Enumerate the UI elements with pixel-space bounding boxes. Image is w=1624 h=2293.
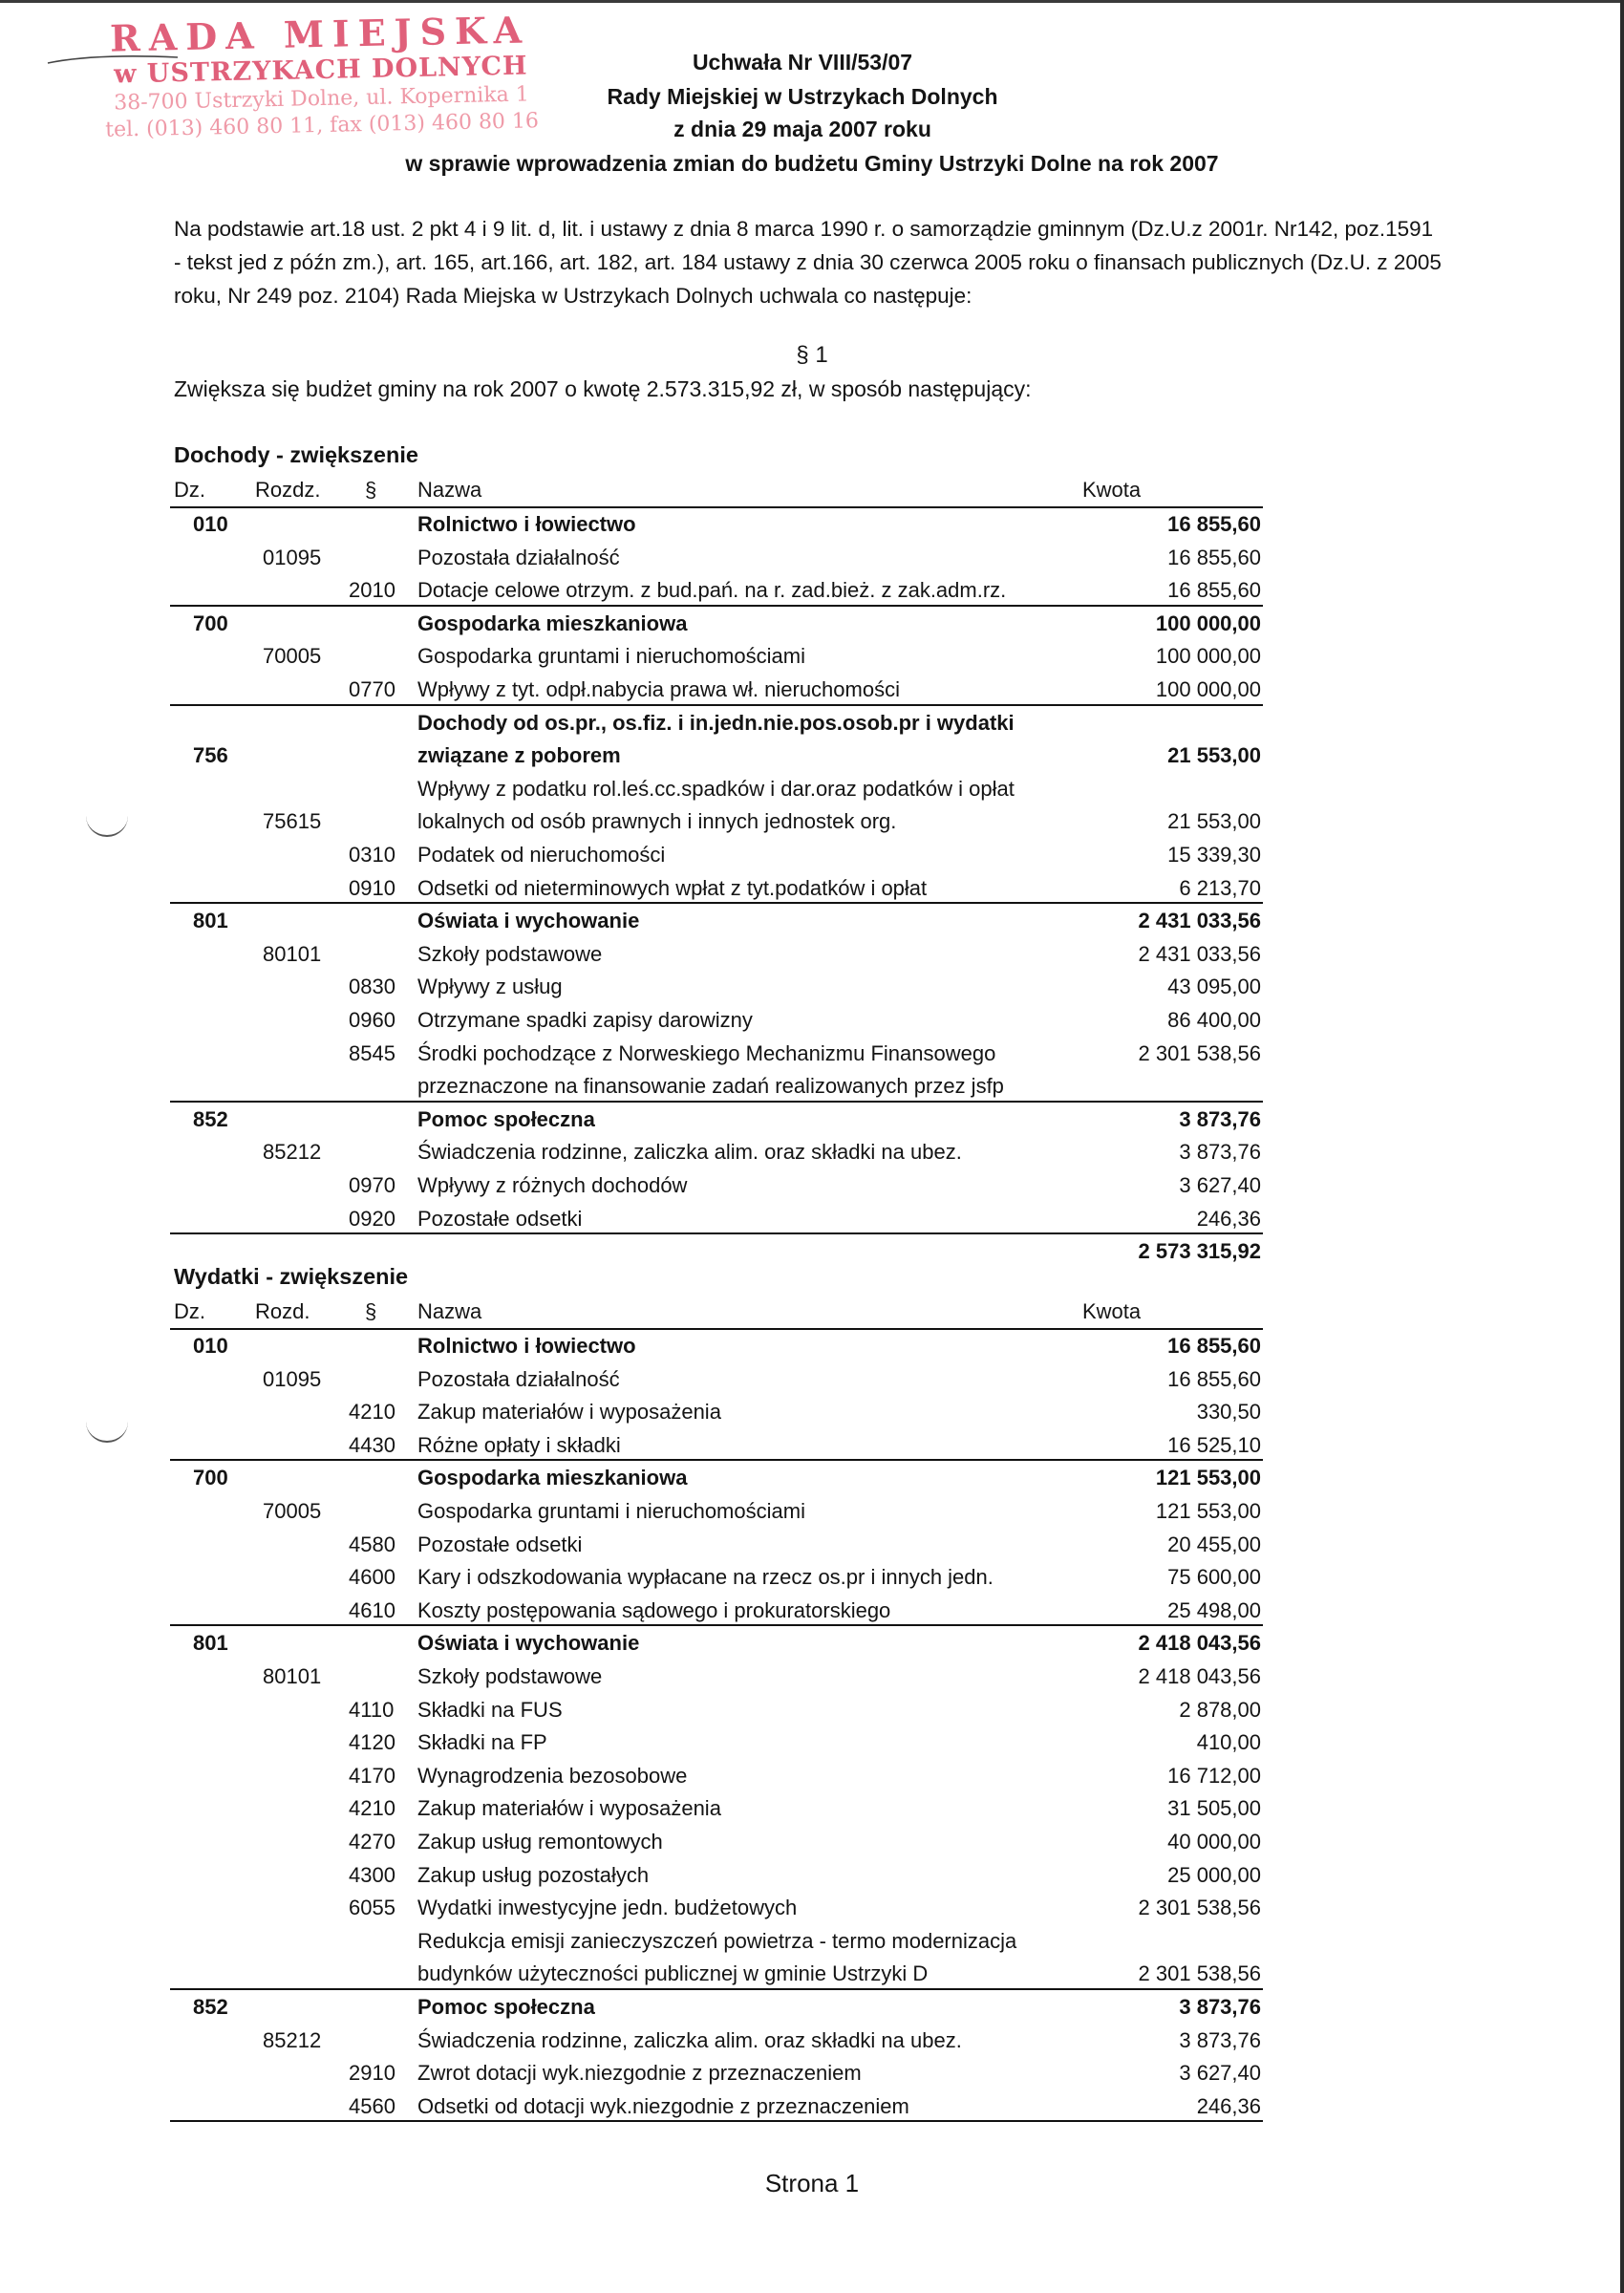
cell-name: Oświata i wychowanie [417,909,640,933]
table-row [172,1203,1261,1235]
cell-par: 4560 [349,2093,395,2118]
cell-par: 0920 [349,1206,395,1231]
cell-name: Kary i odszkodowania wypłacane na rzecz os.pr i innych jedn. [417,1565,994,1590]
cell-amount: 330,50 [1196,1400,1261,1425]
table-row [172,608,1261,640]
table-row [172,1595,1261,1627]
cell-name: Oświata i wychowanie [417,1631,640,1656]
header-dz: Dz. [174,1299,205,1323]
table-row [172,2025,1261,2057]
cell-amount: 21 553,00 [1167,809,1261,834]
cell-name: Środki pochodzące z Norweskiego Mechanizmu Finansowego [417,1040,996,1065]
table-row [172,1330,1261,1362]
header-par: § [365,478,377,502]
cell-amount: 40 000,00 [1167,1830,1261,1854]
cell-name: Redukcja emisji zanieczyszczeń powietrza - termo modernizacja [417,1928,1017,1953]
cell-dz: 852 [193,1995,228,2019]
table-rule [170,2120,1263,2122]
scan-top-edge [0,0,1624,3]
cell-name: Wpływy z tyt. odpł.nabycia prawa wł. nieruchomości [417,677,900,701]
cell-name: Otrzymane spadki zapisy darowizny [417,1008,753,1032]
cell-amount: 100 000,00 [1155,611,1261,635]
cell-name: Wpływy z podatku rol.leś.cc.spadków i dar.oraz podatków i opłat [417,776,1015,801]
table-row [172,1396,1261,1428]
table-rule [170,506,1263,508]
cell-par: 4170 [349,1763,395,1788]
header-rozdz: Rozd. [255,1299,310,1323]
table-row [172,1561,1261,1594]
cell-name: Szkoły podstawowe [417,941,603,966]
table-row [172,707,1261,739]
cell-dz: 700 [193,1466,228,1490]
cell-name: Składki na FP [417,1730,547,1755]
cell-name: Składki na FUS [417,1697,563,1722]
table-row [172,508,1261,541]
cell-name: Rolnictwo i łowiectwo [417,1334,636,1358]
cell-name: Wpływy z usług [417,975,563,999]
table-rule [170,1988,1263,1990]
header-par: § [365,1299,377,1323]
cell-amount: 100 000,00 [1155,644,1261,669]
table-rule [170,1624,1263,1626]
table-row [172,1529,1261,1561]
cell-dz: 700 [193,611,228,635]
cell-name: Wpływy z różnych dochodów [417,1173,688,1197]
cell-dz: 756 [193,743,228,768]
resolution-subject: w sprawie wprowadzenia zmian do budżetu Gminy Ustrzyki Dolne na rok 2007 [405,151,1219,176]
punch-hole-mark [86,810,128,837]
cell-name: Gospodarka gruntami i nieruchomościami [417,644,805,669]
cell-par: 4600 [349,1565,395,1590]
cell-amount: 246,36 [1196,2093,1261,2118]
cell-name: lokalnych od osób prawnych i innych jednostek org. [417,809,897,834]
table-row [172,1136,1261,1168]
stamp-line-4: tel. (013) 460 80 11, fax (013) 460 80 16 [104,109,540,142]
cell-par: 4430 [349,1432,395,1457]
cell-amount: 16 855,60 [1167,512,1261,536]
table-row [172,1991,1261,2024]
table-rule [170,605,1263,607]
cell-name: Pozostała działalność [417,1366,620,1391]
paragraph-text: Zwiększa się budżet gminy na rok 2007 o kwotę 2.573.315,92 zł, w sposób następujący: [174,376,1032,401]
council-stamp [72,9,571,145]
cell-amount: 86 400,00 [1167,1008,1261,1032]
cell-amount: 121 553,00 [1155,1499,1261,1523]
cell-name: Rolnictwo i łowiectwo [417,512,636,536]
resolution-number: Uchwała Nr VIII/53/07 [692,50,913,75]
cell-dz: 801 [193,1631,228,1656]
table-row [172,839,1261,871]
cell-amount: 3 873,76 [1179,1995,1261,2019]
cell-name: Zakup materiałów i wyposażenia [417,1400,721,1425]
legal-basis-paragraph: Na podstawie art.18 ust. 2 pkt 4 i 9 lit. d, lit. i ustawy z dnia 8 marca 1990 r. o samorządzie gminnym (Dz.U.z 2001r. Nr142, poz.1591 - tekst jed z późn zm.), art. 165, art.166, art. 182, art. 184 ustawy z dnia 30 czerwca 2005 roku o finansach publicznych (Dz.U. z 2005 roku, Nr 249 poz. 2104) Rada Miejska w Ustrzykach Dolnych uchwala co następuje: [174,217,1442,308]
cell-amount: 16 525,10 [1167,1432,1261,1457]
table-rule [170,1328,1263,1330]
cell-amount: 20 455,00 [1167,1532,1261,1556]
table-row [172,773,1261,805]
cell-name: Zakup materiałów i wyposażenia [417,1796,721,1821]
resolution-date: z dnia 29 maja 2007 roku [673,117,931,141]
table-row [172,1694,1261,1726]
council-name: Rady Miejskiej w Ustrzykach Dolnych [607,84,998,109]
cell-rozdz: 80101 [263,941,322,966]
cell-amount: 75 600,00 [1167,1565,1261,1590]
cell-amount: 16 855,60 [1167,1334,1261,1358]
table-row [172,1004,1261,1037]
cell-par: 0970 [349,1173,395,1197]
cell-name: Zakup usług remontowych [417,1830,663,1854]
cell-name: Dotacje celowe otrzym. z bud.pań. na r. zad.bież. z zak.adm.rz. [417,578,1007,603]
header-amount: Kwota [1082,478,1142,502]
header-name: Nazwa [417,1299,482,1323]
table-row [172,805,1261,838]
cell-par: 0770 [349,677,395,701]
cell-name: Pomoc społeczna [417,1995,595,2019]
cell-dz: 801 [193,909,228,933]
table-row [172,1661,1261,1693]
table-row [172,1462,1261,1494]
cell-amount: 25 498,00 [1167,1597,1261,1622]
cell-name: Wydatki inwestycyjne jedn. budżetowych [417,1896,798,1920]
cell-name: Gospodarka gruntami i nieruchomościami [417,1499,805,1523]
cell-rozdz: 75615 [263,809,322,834]
cell-name: Pozostałe odsetki [417,1206,583,1231]
cell-amount: 31 505,00 [1167,1796,1261,1821]
cell-name: Pozostałe odsetki [417,1532,583,1556]
cell-amount: 246,36 [1196,1206,1261,1231]
cell-amount: 16 855,60 [1167,1366,1261,1391]
cell-amount: 3 627,40 [1179,1173,1261,1197]
table-row [172,1726,1261,1759]
cell-name: Świadczenia rodzinne, zaliczka alim. oraz składki na ubez. [417,2027,962,2052]
cell-par: 0910 [349,875,395,900]
pen-stroke-mark [46,52,180,67]
header-name: Nazwa [417,478,482,502]
cell-rozdz: 85212 [263,2027,322,2052]
cell-par: 2010 [349,578,395,603]
stamp-line-1: RADA MIEJSKA [109,8,531,60]
table-row [172,674,1261,706]
cell-par: 4270 [349,1830,395,1854]
cell-amount: 2 431 033,56 [1138,909,1261,933]
cell-par: 4210 [349,1400,395,1425]
cell-rozdz: 85212 [263,1140,322,1165]
cell-rozdz: 70005 [263,644,322,669]
cell-name: przeznaczone na finansowanie zadań realizowanych przez jsfp [417,1074,1004,1099]
cell-par: 0310 [349,843,395,867]
cell-rozdz: 01095 [263,1366,322,1391]
cell-amount: 2 878,00 [1179,1697,1261,1722]
table-rule [170,704,1263,706]
table-row [172,1363,1261,1396]
cell-par: 2910 [349,2061,395,2086]
cell-par: 0830 [349,975,395,999]
cell-par: 4300 [349,1862,395,1887]
cell-par: 8545 [349,1040,395,1065]
cell-name: Szkoły podstawowe [417,1664,603,1688]
cell-name: budynków użyteczności publicznej w gminie Ustrzyki D [417,1961,929,1986]
cell-name: Wynagrodzenia bezosobowe [417,1763,688,1788]
stamp-line-3: 38-700 Ustrzyki Dolne, ul. Kopernika 1 [113,82,530,116]
cell-par: 4210 [349,1796,395,1821]
cell-rozdz: 70005 [263,1499,322,1523]
cell-amount: 2 431 033,56 [1138,941,1261,966]
header-rozdz: Rozdz. [255,478,321,502]
income-total-amount: 2 573 315,92 [1138,1239,1261,1264]
punch-hole-mark [86,1416,128,1443]
cell-amount: 15 339,30 [1167,843,1261,867]
table-row [172,1169,1261,1202]
cell-amount: 2 418 043,56 [1138,1664,1261,1688]
table-row [172,739,1261,772]
cell-amount: 3 873,76 [1179,1140,1261,1165]
table-row [172,1070,1261,1103]
table-row [172,872,1261,905]
cell-amount: 410,00 [1196,1730,1261,1755]
cell-amount: 2 301 538,56 [1138,1896,1261,1920]
cell-par: 4610 [349,1597,395,1622]
cell-name: związane z poborem [417,743,621,768]
table-row [172,1826,1261,1858]
table-row [172,1925,1261,1958]
cell-name: Podatek od nieruchomości [417,843,666,867]
table-row [172,1760,1261,1792]
cell-name: Świadczenia rodzinne, zaliczka alim. oraz składki na ubez. [417,1140,962,1165]
header-dz: Dz. [174,478,205,502]
cell-name: Różne opłaty i składki [417,1432,621,1457]
income-section-title: Dochody - zwiększenie [174,442,418,467]
cell-par: 0960 [349,1008,395,1032]
cell-amount: 25 000,00 [1167,1862,1261,1887]
cell-par: 4120 [349,1730,395,1755]
cell-name: Pozostała działalność [417,545,620,569]
table-rule [170,1101,1263,1103]
table-row [172,2057,1261,2089]
cell-amount: 21 553,00 [1167,743,1261,768]
cell-amount: 121 553,00 [1155,1466,1261,1490]
table-row [172,1892,1261,1924]
cell-name: Odsetki od dotacji wyk.niezgodnie z przeznaczeniem [417,2093,909,2118]
table-row [172,1104,1261,1136]
table-row [172,1038,1261,1070]
table-row [172,1958,1261,1990]
table-row [172,1792,1261,1825]
table-row [172,640,1261,673]
cell-name: Pomoc społeczna [417,1106,595,1131]
cell-amount: 100 000,00 [1155,677,1261,701]
table-rule [170,1459,1263,1461]
table-row [172,2090,1261,2123]
cell-par: 6055 [349,1896,395,1920]
cell-par: 4580 [349,1532,395,1556]
cell-name: Koszty postępowania sądowego i prokuratorskiego [417,1597,891,1622]
cell-amount: 3 627,40 [1179,2061,1261,2086]
cell-name: Dochody od os.pr., os.fiz. i in.jedn.nie.pos.osob.pr i wydatki [417,710,1015,735]
cell-amount: 2 418 043,56 [1138,1631,1261,1656]
cell-rozdz: 80101 [263,1664,322,1688]
cell-dz: 010 [193,1334,228,1358]
cell-amount: 43 095,00 [1167,975,1261,999]
table-rule [170,1232,1263,1234]
header-amount: Kwota [1082,1299,1142,1323]
table-row [172,542,1261,574]
cell-dz: 010 [193,512,228,536]
cell-par: 4110 [349,1697,395,1722]
table-row [172,1429,1261,1462]
page-number: Strona 1 [764,2169,860,2197]
table-row [172,1495,1261,1528]
cell-name: Odsetki od nieterminowych wpłat z tyt.podatków i opłat [417,875,928,900]
expenses-table-header [172,1297,1261,1330]
cell-name: Zwrot dotacji wyk.niezgodnie z przeznaczeniem [417,2061,862,2086]
cell-amount: 3 873,76 [1179,2027,1261,2052]
paragraph-mark: § 1 [796,342,828,368]
cell-rozdz: 01095 [263,545,322,569]
cell-amount: 6 213,70 [1179,875,1261,900]
cell-dz: 852 [193,1106,228,1131]
expenses-section-title: Wydatki - zwiększenie [174,1264,409,1289]
table-row [172,938,1261,971]
table-row [172,1859,1261,1892]
cell-amount: 3 873,76 [1179,1106,1261,1131]
cell-amount: 16 855,60 [1167,578,1261,603]
table-rule [170,902,1263,904]
cell-name: Zakup usług pozostałych [417,1862,650,1887]
cell-amount: 16 712,00 [1167,1763,1261,1788]
table-row [172,971,1261,1003]
stamp-line-2: w USTRZYKACH DOLNYCH [113,51,528,90]
income-table-header [172,476,1261,508]
cell-amount: 2 301 538,56 [1138,1040,1261,1065]
cell-name: Gospodarka mieszkaniowa [417,611,688,635]
cell-name: Gospodarka mieszkaniowa [417,1466,688,1490]
cell-amount: 16 855,60 [1167,545,1261,569]
table-row [172,574,1261,607]
table-row [172,905,1261,937]
cell-amount: 2 301 538,56 [1138,1961,1261,1986]
table-row [172,1627,1261,1660]
